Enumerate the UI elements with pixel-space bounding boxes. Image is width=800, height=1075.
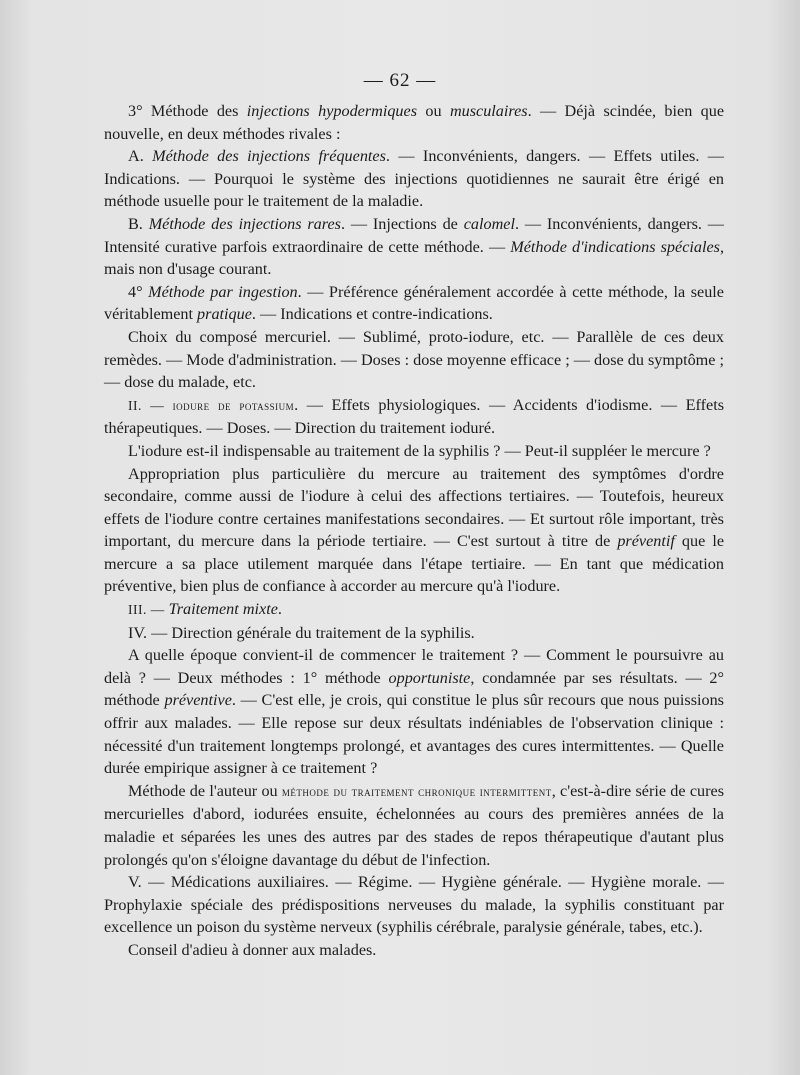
small-caps-text: III. — [128, 602, 169, 618]
paragraph [104, 871, 724, 939]
paragraph [104, 281, 724, 326]
text-run: Conseil d'adieu à donner aux malades. [128, 940, 377, 959]
italic-text: calomel [463, 214, 515, 233]
paragraph [104, 394, 724, 440]
page-number: — 62 — [363, 70, 437, 91]
italic-text: préventif [617, 532, 675, 551]
text-run: Méthode de l'auteur ou [128, 781, 282, 800]
text-run: . — Préférence généralement accordée à cette méthode, la seule véritablement [104, 282, 724, 324]
paragraph [104, 598, 724, 622]
text-run: Appropriation plus particulière du mercure au traitement des symptômes d'ordre secondaire, comme aussi de l'iodure à celui des affections tertiaires. — Toutefois, heureux effets de l'iodure contre certaines manifestations secondaires. — Et surtout rôle important, très important, du mercure dans la période tertiaire. — C'est surtout à titre de [104, 464, 724, 551]
italic-text: opportuniste [388, 668, 471, 687]
small-caps-text: iodure de potassium [172, 397, 295, 413]
small-caps-text: II. — [128, 397, 173, 413]
text-run: A quelle époque convient-il de commencer le traitement ? — Comment le poursuivre au delà ? — Deux méthodes : 1° méthode [104, 646, 724, 687]
text-run: Choix du composé mercuriel. — Sublimé, proto-iodure, etc. — Parallèle de ces deux remèdes. — Mode d'administration. — Doses : dose moyenne efficace ; — dose du symptôme ; — dose du malade, etc. [104, 327, 724, 392]
text-run: IV. — Direction générale du traitement de la syphilis. [128, 623, 475, 642]
italic-text: injections hypodermiques [246, 102, 418, 120]
body-text [104, 100, 724, 962]
text-run: B. [128, 214, 149, 233]
italic-text: musculaires [449, 102, 528, 120]
text-run: . — Inconvénients, dangers. — Effets utiles. — Indications. — Pourquoi le système des injections quotidiennes ne saurait être érigé en méthode usuelle pour le traitement de la maladie. [104, 147, 724, 211]
text-run: L'iodure est-il indispensable au traitement de la syphilis ? — Peut-il suppléer le mercure ? [128, 441, 711, 460]
italic-text: Méthode des injections rares [148, 214, 341, 233]
text-run: . — C'est elle, je crois, qui constitue le plus sûr recours que nous puissions offrir aux malades. — Elle repose sur deux résultats indéniables de l'observation clinique : nécessité d'un traitement longtemps prolongé, et avantages des cures intermittentes. — Quelle durée empirique assigner à ce traitement ? [104, 691, 724, 778]
italic-text: Traitement mixte [168, 600, 278, 619]
text-run: 3° Méthode des [128, 102, 247, 120]
text-run: ou [417, 102, 450, 120]
small-caps-text: méthode du traitement chronique intermittent [281, 783, 552, 799]
text-run: . [277, 600, 282, 619]
text-run: . — Effets physiologiques. — Accidents d'iodisme. — Effets thérapeutiques. — Doses. — Direction du traitement ioduré. [104, 395, 724, 438]
text-run: . — Inconvénients, dangers. — Intensité curative parfois extraordinaire de cette méthode. — [104, 214, 724, 256]
text-run: que le mercure a sa place utilement marquée dans l'étape tertiaire. — En tant que médication préventive, bien plus de confiance à accorder au mercure qu'à l'iodure. [104, 532, 725, 596]
italic-text: préventive [164, 691, 232, 710]
text-run: . — Injections de [340, 214, 464, 233]
italic-text: Méthode des injections fréquentes [152, 147, 386, 166]
text-run: , c'est-à-dire série de cures mercurielles d'abord, iodurées ensuite, échelonnées au cours des premières années de la maladie et séparées les unes des autres par des stades de repos thérapeutique d'autant plus prolongés qu'on s'éloigne davantage du début de l'infection. [104, 781, 724, 869]
text-run: V. — Médications auxiliaires. — Régime. — Hygiène générale. — Hygiène morale. — Prophylaxie spéciale des prédispositions nerveuses du malade, la syphilis constituant par excellence un poison du système nerveux (syphilis cérébrale, paralysie générale, tabes, etc.). [104, 873, 724, 937]
text-run: 4° [128, 282, 149, 301]
paragraph [104, 622, 724, 645]
text-run: A. [128, 147, 153, 166]
paragraph [104, 780, 724, 871]
paragraph [104, 939, 724, 962]
paragraph [104, 463, 724, 599]
paragraph [104, 644, 724, 780]
text-run: . — Indications et contre-indications. [251, 305, 493, 324]
paragraph [104, 440, 724, 463]
italic-text: Méthode par ingestion [148, 282, 298, 301]
paragraph [104, 326, 724, 394]
text-run: , condamnée par ses résultats. — 2° méthode [104, 668, 724, 710]
italic-text: Méthode d'indications spéciales [510, 237, 720, 256]
text-run: . — Déjà scindée, bien que nouvelle, en deux méthodes rivales : [104, 102, 725, 143]
paragraph [104, 100, 724, 145]
italic-text: pratique [197, 305, 252, 324]
paragraph [104, 213, 724, 281]
text-run: , mais non d'usage courant. [104, 237, 724, 279]
paragraph [104, 145, 724, 213]
